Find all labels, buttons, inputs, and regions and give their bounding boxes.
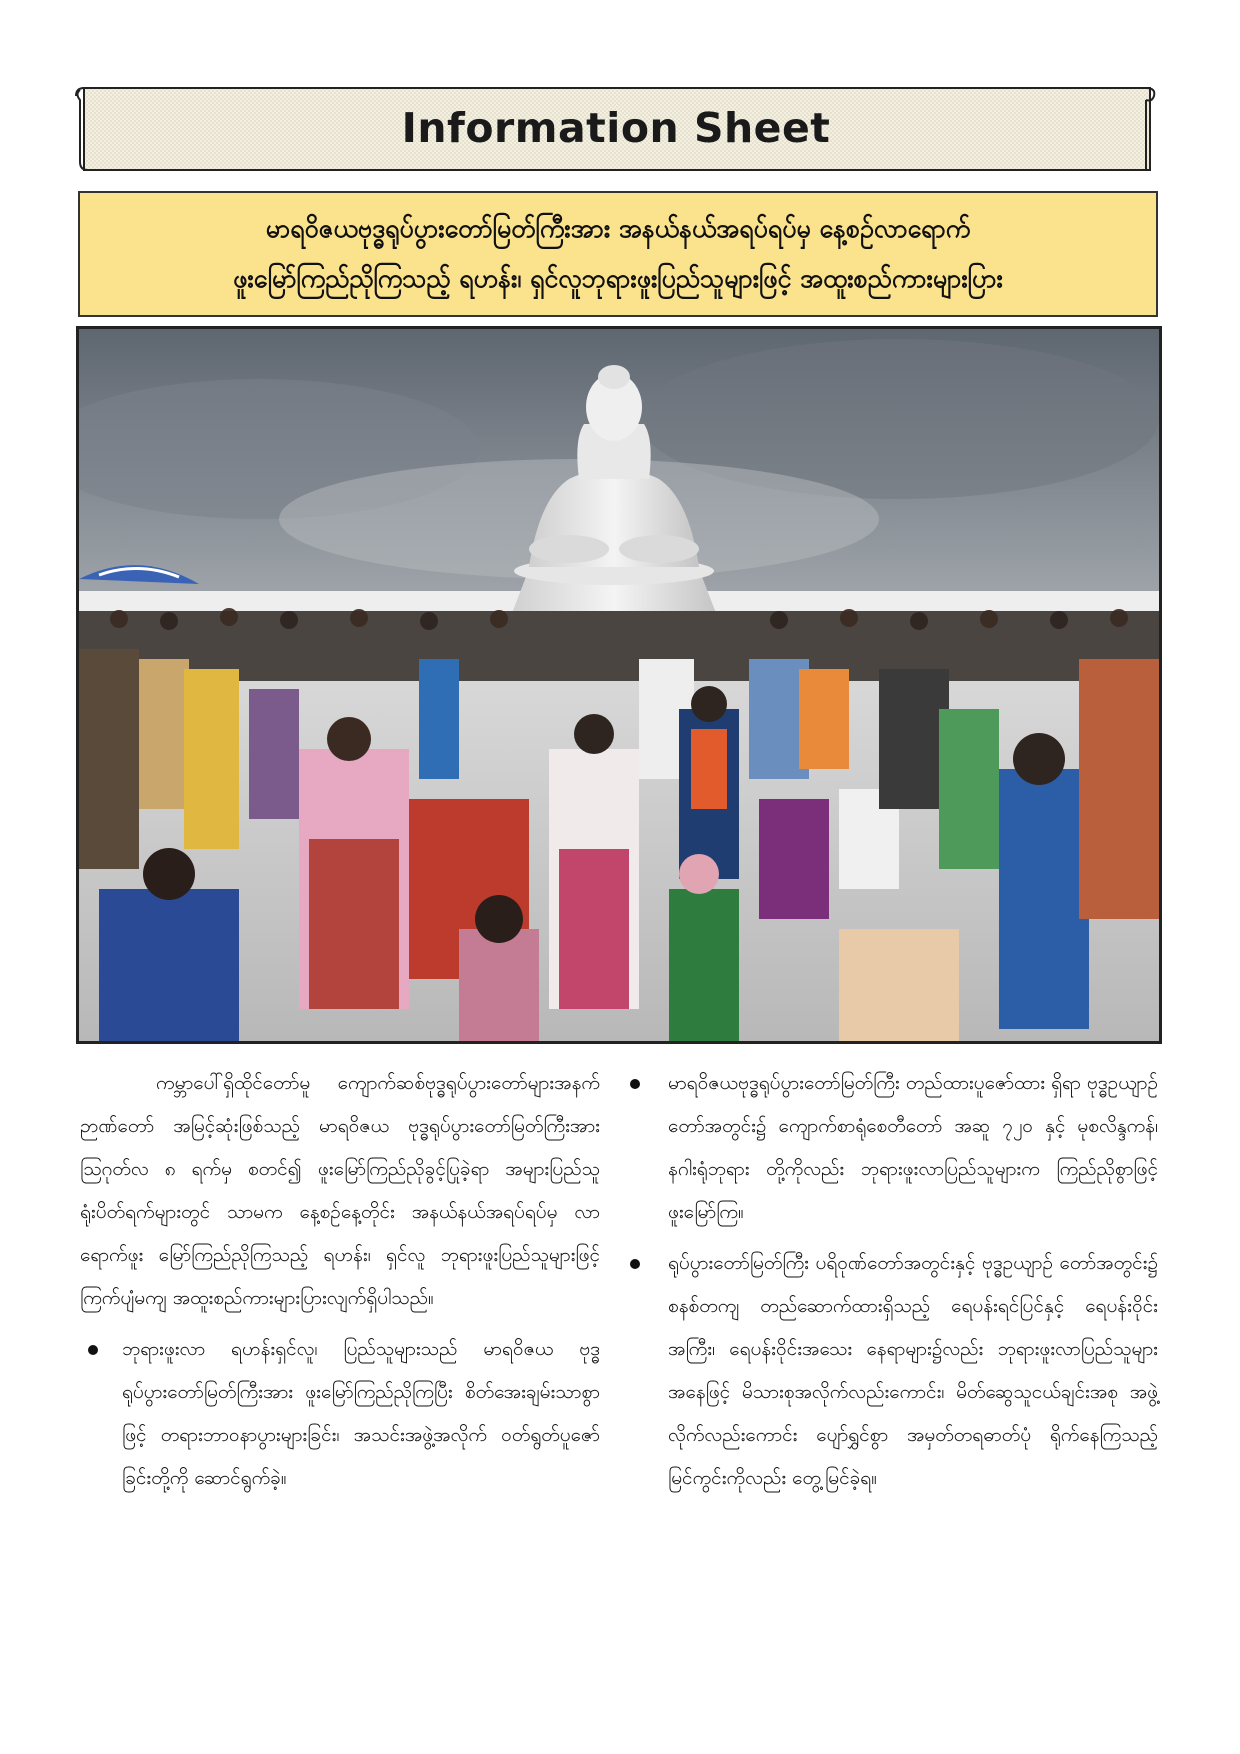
list-item	[80, 1328, 600, 1500]
bullet-icon	[630, 1259, 640, 1269]
left-column	[80, 1062, 600, 1508]
right-bullet-list	[622, 1062, 1158, 1500]
left-bullet-list	[80, 1328, 600, 1500]
photo-illustration	[79, 329, 1159, 1041]
headline-line-2: ဖူးမြော်ကြည်ညိုကြသည့် ရဟန်း၊ ရှင်လူဘုရားဖူးပြည်သူများဖြင့် အထူးစည်ကားများပြား	[233, 264, 1003, 293]
intro-paragraph: ကမ္ဘာပေါ်ရှိထိုင်တော်မူ ကျောက်ဆစ်ဗုဒ္ဓရုပ်ပွားတော်များအနက် ဉာဏ်တော် အမြင့်ဆုံးဖြစ်သည့် မာရဝိဇယ ဗုဒ္ဓရုပ်ပွားတော်မြတ်ကြီးအား ဩဂုတ်လ ၈ ရက်မှ စတင်၍ ဖူးမြော်ကြည်ညိုခွင့်ပြုခဲ့ရာ အများပြည်သူရုံးပိတ်ရက်များတွင် သာမက နေ့စဉ်နေ့တိုင်း အနယ်နယ်အရပ်ရပ်မှ လာရောက်ဖူး မြော်ကြည်ညိုကြသည့် ရဟန်း၊ ရှင်လူ ဘုရားဖူးပြည်သူများဖြင့် ကြက်ပျံမကျ အထူးစည်ကားများပြားလျက်ရှိပါသည်။	[80, 1072, 600, 1309]
bullet-text: ရုပ်ပွားတော်မြတ်ကြီး ပရိဝုဏ်တော်အတွင်းနှင့် ဗုဒ္ဓဥယျာဉ် တော်အတွင်း၌ စနစ်တကျ တည်ဆောက်ထားရှိသည့် ရေပန်းရင်ပြင်နှင့် ရေပန်းဝိုင်းအကြီး၊ ရေပန်းဝိုင်းအသေး နေရာများ၌လည်း ဘုရားဖူးလာပြည်သူများအနေဖြင့် မိသားစုအလိုက်လည်းကောင်း၊ မိတ်ဆွေသူငယ်ချင်းအစု အဖွဲ့လိုက်လည်းကောင်း ပျော်ရွှင်စွာ အမှတ်တရဓာတ်ပုံ ရိုက်နေကြသည့် မြင်ကွင်းကိုလည်း တွေ့မြင်ခဲ့ရ။	[668, 1252, 1158, 1489]
bullet-text: မာရဝိဇယဗုဒ္ဓရုပ်ပွားတော်မြတ်ကြီး တည်ထားပူဇော်ထား ရှိရာ ဗုဒ္ဓဥယျာဉ်တော်အတွင်း၌ ကျောက်စာရုံစေတီတော် အဆူ ၇၂၀ နှင့် မုစလိန္ဒကန်၊ နဂါးရုံဘုရား တို့ကိုလည်း ဘုရားဖူးလာပြည်သူများက ကြည်ညိုစွာဖြင့် ဖူးမြော်ကြ။	[668, 1072, 1158, 1223]
page-title: Information Sheet	[401, 104, 831, 152]
bullet-icon	[88, 1345, 98, 1355]
list-item	[622, 1062, 1158, 1234]
bullet-icon	[630, 1079, 640, 1089]
buddha-statue-photo	[76, 326, 1162, 1044]
right-column	[622, 1062, 1158, 1508]
headline-line-1: မာရဝိဇယဗုဒ္ဓရုပ်ပွားတော်မြတ်ကြီးအား အနယ်နယ်အရပ်ရပ်မှ နေ့စဉ်လာရောက်	[265, 214, 971, 243]
bullet-text: ဘုရားဖူးလာ ရဟန်းရှင်လူ၊ ပြည်သူများသည် မာရဝိဇယ ဗုဒ္ဓရုပ်ပွားတော်မြတ်ကြီးအား ဖူးမြော်ကြည်ညိုကြပြီး စိတ်အေးချမ်းသာစွာဖြင့် တရားဘာဝနာပွားများခြင်း၊ အသင်းအဖွဲ့အလိုက် ဝတ်ရွတ်ပူဇော်ခြင်းတို့ကို ဆောင်ရွက်ခဲ့။	[122, 1338, 600, 1489]
title-banner	[74, 84, 1158, 174]
headline-box	[78, 191, 1158, 317]
list-item	[622, 1242, 1158, 1500]
